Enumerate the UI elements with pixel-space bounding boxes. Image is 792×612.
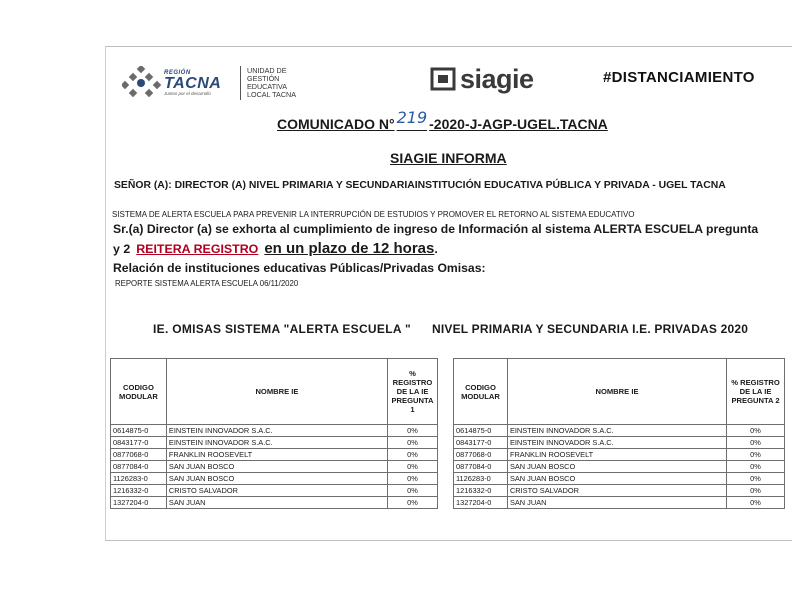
col-nombre-ie: NOMBRE IE [166,359,387,425]
table-row [111,461,438,473]
comunicado-title [277,108,608,133]
nombre-cell: CRISTO SALVADOR [166,485,387,497]
codigo-cell: 1126283-0 [111,473,167,485]
col-codigo-modular: CODIGO MODULAR [111,359,167,425]
table-row [454,461,785,473]
codigo-cell: 0877084-0 [111,461,167,473]
codigo-cell: 1327204-0 [111,497,167,509]
nombre-cell: CRISTO SALVADOR [507,485,726,497]
codigo-cell: 0614875-0 [454,425,508,437]
hashtag-distanciamiento: #DISTANCIAMIENTO [603,69,755,86]
siagie-logo: siagie [460,64,534,94]
table-row [111,473,438,485]
nombre-cell: EINSTEIN INNOVADOR S.A.C. [507,425,726,437]
exhorta-text: Sr.(a) Director (a) se exhorta al cumplimiento de ingreso de Información al sistema ALERTA ESCUELA pregunta [113,222,759,236]
registro-cell: 0% [727,437,785,449]
pregunta-2-label: y 2 [113,242,131,256]
ugel-line: UNIDAD DE [247,66,287,75]
nombre-cell: SAN JUAN BOSCO [507,461,726,473]
registro-cell: 0% [388,425,438,437]
table-row [454,449,785,461]
reporte-date: REPORTE SISTEMA ALERTA ESCUELA 06/11/2020 [115,279,299,288]
omisas-table-pregunta-1 [110,358,438,509]
table-row [111,425,438,437]
header-divider [240,66,241,100]
nombre-cell: SAN JUAN BOSCO [507,473,726,485]
region-tacna-logo-icon [122,66,162,100]
siagie-logo-icon [430,67,456,91]
codigo-cell: 0877068-0 [454,449,508,461]
registro-cell: 0% [388,461,438,473]
registro-cell: 0% [727,425,785,437]
registro-cell: 0% [388,485,438,497]
plazo-12-horas: en un plazo de 12 horas [264,240,435,257]
addressee-line: SEÑOR (A): DIRECTOR (A) NIVEL PRIMARIA Y SECUNDARIAINSTITUCIÓN EDUCATIVA PÚBLICA Y PRIVADA - UGEL TACNA [114,180,726,191]
table-row [454,425,785,437]
ugel-line: GESTIÓN [247,74,280,83]
comunicado-number: 219 [396,108,428,127]
registro-cell: 0% [727,449,785,461]
nombre-cell: SAN JUAN BOSCO [166,461,387,473]
codigo-cell: 0877084-0 [454,461,508,473]
table-row [111,485,438,497]
codigo-cell: 0614875-0 [111,425,167,437]
region-name: TACNA [164,75,222,92]
registro-cell: 0% [388,437,438,449]
col-nombre-ie: NOMBRE IE [507,359,726,425]
nombre-cell: FRANKLIN ROOSEVELT [507,449,726,461]
table-row [111,497,438,509]
nombre-cell: EINSTEIN INNOVADOR S.A.C. [507,437,726,449]
table-row [454,473,785,485]
omisas-table-pregunta-2 [453,358,785,509]
codigo-cell: 1126283-0 [454,473,508,485]
registro-cell: 0% [727,497,785,509]
table-row [454,497,785,509]
registro-cell: 0% [388,497,438,509]
sistema-alerta-description: SISTEMA DE ALERTA ESCUELA PARA PREVENIR LA INTERRUPCIÓN DE ESTUDIOS Y PROMOVER EL RETORNO AL SISTEMA EDUCATIVO [112,210,635,219]
table-row [111,437,438,449]
relacion-heading: Relación de instituciones educativas Públicas/Privadas Omisas: [113,261,486,275]
codigo-cell: 0843177-0 [111,437,167,449]
registro-cell: 0% [388,473,438,485]
page-edge-bottom [105,540,792,541]
registro-cell: 0% [388,449,438,461]
nombre-cell: EINSTEIN INNOVADOR S.A.C. [166,425,387,437]
registro-cell: 0% [727,473,785,485]
region-tacna-wordmark [164,70,221,96]
table-row [454,437,785,449]
nombre-cell: SAN JUAN BOSCO [166,473,387,485]
nombre-cell: EINSTEIN INNOVADOR S.A.C. [166,437,387,449]
region-tagline: Juntos por el desarrollo [164,91,211,96]
registro-cell: 0% [727,485,785,497]
ugel-name [247,67,296,99]
col-registro-pregunta-1: % REGISTRO DE LA IE PREGUNTA 1 [388,359,438,425]
nombre-cell: SAN JUAN [507,497,726,509]
nivel-heading: NIVEL PRIMARIA Y SECUNDARIA I.E. PRIVADAS 2020 [432,322,749,336]
nombre-cell: FRANKLIN ROOSEVELT [166,449,387,461]
comunicado-prefix: COMUNICADO N° [277,116,395,132]
col-codigo-modular: CODIGO MODULAR [454,359,508,425]
codigo-cell: 0843177-0 [454,437,508,449]
page-edge-top [105,46,792,47]
table-row [454,485,785,497]
col-registro-pregunta-2: % REGISTRO DE LA IE PREGUNTA 2 [727,359,785,425]
reitera-registro: REITERA REGISTRO [136,242,259,256]
table-row [111,449,438,461]
codigo-cell: 1216332-0 [111,485,167,497]
page-edge-left [105,46,106,540]
codigo-cell: 1216332-0 [454,485,508,497]
nombre-cell: SAN JUAN [166,497,387,509]
plazo-period: . [434,242,438,256]
ugel-line: LOCAL TACNA [247,90,296,99]
registro-cell: 0% [727,461,785,473]
ugel-line: EDUCATIVA [247,82,288,91]
region-label: REGIÓN [164,70,191,76]
comunicado-suffix: -2020-J-AGP-UGEL.TACNA [429,116,608,132]
omisas-heading: IE. OMISAS SISTEMA "ALERTA ESCUELA " [153,322,411,336]
reitera-line [113,240,438,257]
codigo-cell: 0877068-0 [111,449,167,461]
codigo-cell: 1327204-0 [454,497,508,509]
siagie-informa-heading: SIAGIE INFORMA [390,150,507,166]
